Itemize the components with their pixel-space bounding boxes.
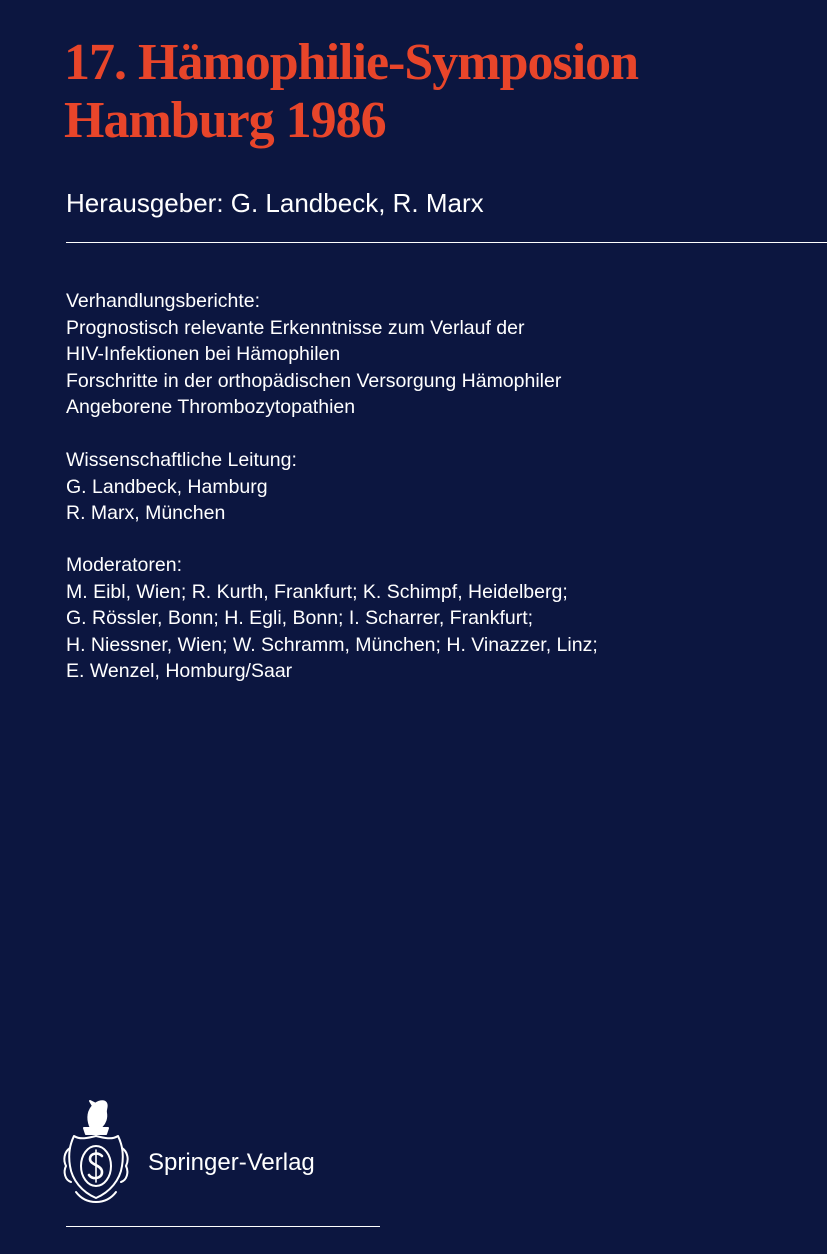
publisher-name: Springer-Verlag	[148, 1149, 315, 1176]
moderators-heading: Moderatoren:	[66, 554, 182, 576]
report-topic-line: Forschritte in der orthopädischen Versorgung Hämophiler	[66, 369, 562, 392]
report-topic-line: HIV-Infektionen bei Hämophilen	[66, 343, 341, 365]
reports-block	[66, 288, 561, 421]
report-topic-line: Angeborene Thrombozytopathien	[66, 396, 356, 418]
reports-heading: Verhandlungsberichte:	[66, 290, 261, 312]
scientific-lead-name: R. Marx, München	[66, 502, 226, 524]
springer-knight-logo-icon	[60, 1096, 132, 1206]
book-title-line-1: 17. Hämophilie-Symposion	[64, 34, 639, 91]
scientific-lead-block	[66, 447, 297, 527]
moderators-block	[66, 552, 598, 685]
moderators-line: G. Rössler, Bonn; H. Egli, Bonn; I. Scharrer, Frankfurt;	[66, 607, 534, 629]
scientific-lead-name: G. Landbeck, Hamburg	[66, 475, 268, 498]
moderators-line: E. Wenzel, Homburg/Saar	[66, 660, 293, 682]
moderators-line: H. Niessner, Wien; W. Schramm, München; H. Vinazzer, Linz;	[66, 633, 598, 656]
editors-line: Herausgeber: G. Landbeck, R. Marx	[66, 188, 484, 218]
moderators-line: M. Eibl, Wien; R. Kurth, Frankfurt; K. Schimpf, Heidelberg;	[66, 580, 568, 603]
report-topic-line: Prognostisch relevante Erkenntnisse zum Verlauf der	[66, 316, 525, 339]
book-title-line-2: Hamburg 1986	[64, 92, 386, 149]
scientific-lead-heading: Wissenschaftliche Leitung:	[66, 449, 297, 471]
publisher-block	[58, 1096, 358, 1206]
book-title	[64, 34, 638, 150]
top-divider	[66, 242, 827, 243]
bottom-divider	[66, 1226, 380, 1227]
